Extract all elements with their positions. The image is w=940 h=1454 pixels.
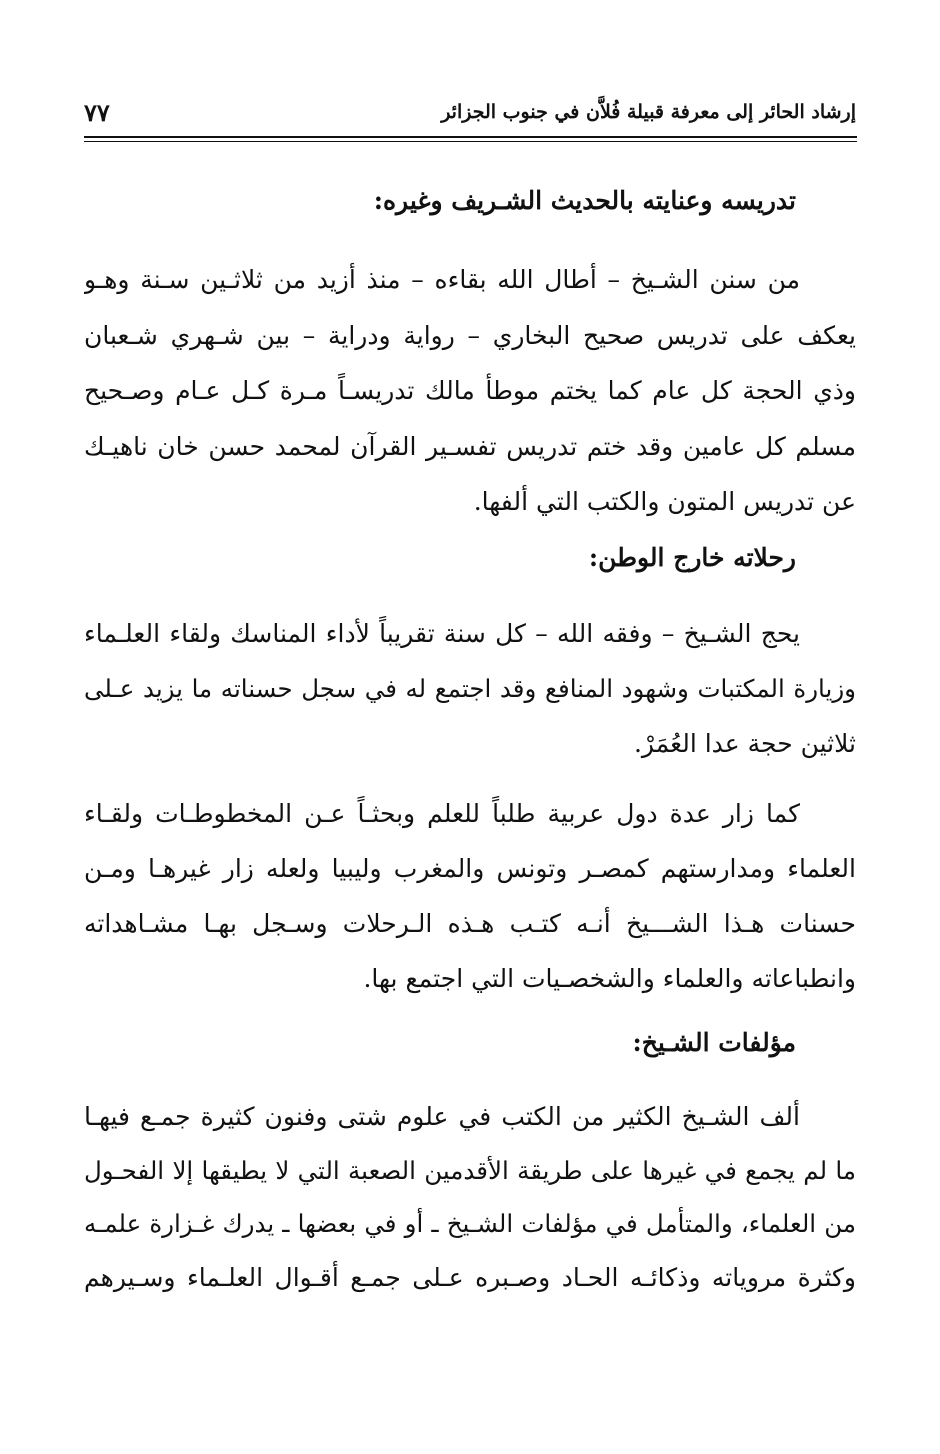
paragraph-line: وانطباعاته والعلماء والشخصـيات التي اجتمع بها. bbox=[363, 964, 856, 993]
header-rule-thick bbox=[84, 136, 857, 138]
paragraph-teaching bbox=[84, 252, 856, 530]
paragraph-line: من العلماء، والمتأمل في مؤلفات الشـيخ ـ أو في بعضها ـ يدرك غـزارة علمـه bbox=[84, 1209, 856, 1238]
paragraph-line: ما لم يجمع في غيرها على طريقة الأقدمين الصعبة التي لا يطيقها إلا الفحـول bbox=[84, 1155, 856, 1185]
paragraph-visits bbox=[84, 786, 856, 1006]
paragraph-line: عن تدريس المتون والكتب التي ألفها. bbox=[473, 487, 856, 516]
paragraph-line: من سنن الشـيخ – أطال الله بقاءه – منذ أزيد من ثلاثـين سـنة وهـو bbox=[84, 265, 800, 294]
section-heading-teaching: تدريسه وعنايته بالحديث الشـريف وغيره: bbox=[373, 186, 796, 215]
header-rule-thin bbox=[84, 141, 857, 142]
paragraph-line: وكثرة مروياته وذكائـه الحـاد وصـبره عـلى جمـع أقـوال العلـماء وسـيرهم bbox=[84, 1262, 856, 1292]
paragraph-line: يعكف على تدريس صحيح البخاري – رواية ودراية – بين شـهري شـعبان bbox=[84, 320, 856, 350]
paragraph-line: ألف الشـيخ الكثير من الكتب في علوم شتى وفنون كثيرة جمـع فيهـا bbox=[84, 1102, 800, 1131]
page-number: ٧٧ bbox=[84, 98, 110, 127]
paragraph-works bbox=[84, 1090, 856, 1304]
section-heading-travels: رحلاته خارج الوطن: bbox=[588, 543, 796, 572]
section-heading-works: مؤلفات الشـيخ: bbox=[632, 1028, 796, 1057]
paragraph-line: مسلم كل عامين وقد ختم تدريس تفسـير القرآن لمحمد حسن خان ناهيـك bbox=[84, 431, 856, 461]
paragraph-line: حسنات هـذا الشـــيخ أنـه كتـب هـذه الـرحلات وسـجل بهـا مشـاهداته bbox=[84, 909, 856, 938]
paragraph-line: يحج الشـيخ – وفقه الله – كل سنة تقريباً لأداء المناسك ولقاء العلـماء bbox=[84, 619, 800, 648]
paragraph-line: وزيارة المكتبات وشهود المنافع وقد اجتمع له في سجل حسناته ما يزيد عـلى bbox=[84, 674, 856, 703]
paragraph-line: كما زار عدة دول عربية طلباً للعلم وبحثـاً عـن المخطوطـات ولقـاء bbox=[84, 799, 800, 828]
running-header-title: إرشاد الحائر إلى معرفة قبيلة فُلاَّن في جنوب الجزائر bbox=[441, 101, 856, 123]
paragraph-line: وذي الحجة كل عام كما يختم موطأ مالك تدريسـاً مـرة كـل عـام وصـحيح bbox=[84, 376, 856, 405]
paragraph-line: ثلاثين حجة عدا العُمَرْ. bbox=[633, 729, 856, 758]
paragraph-hajj bbox=[84, 606, 856, 771]
paragraph-line: العلماء ومدارستهم كمصـر وتونس والمغرب وليبيا ولعله زار غيرهـا ومـن bbox=[84, 854, 856, 883]
